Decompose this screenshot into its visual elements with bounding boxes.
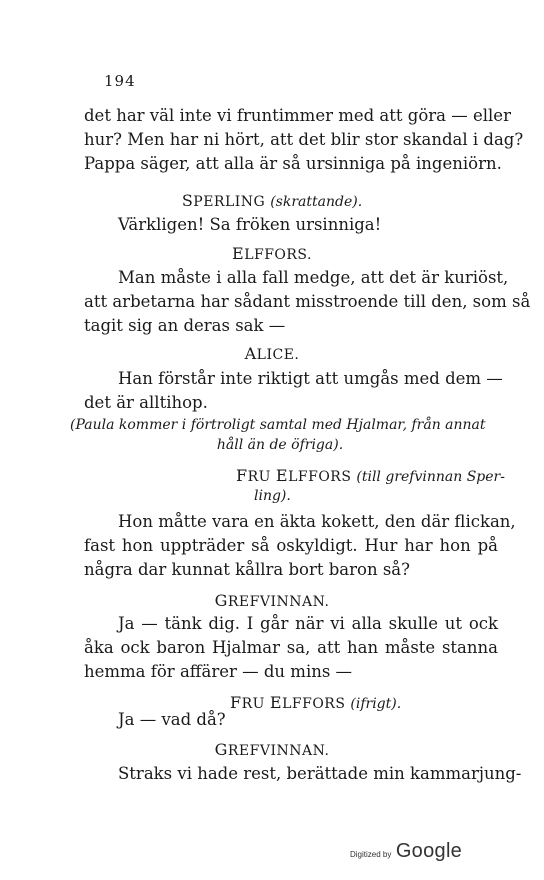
digitized-by-label: Digitized by	[350, 850, 392, 859]
speaker-heading	[0, 191, 544, 212]
speaker-heading	[0, 591, 544, 612]
text-line: att arbetarna har sådant misstroende till den, som så	[84, 292, 531, 311]
text-line: Ja — tänk dig. I går när vi alla skulle ut ock	[118, 614, 498, 633]
speaker-heading-continued	[254, 486, 291, 506]
speaker-heading	[236, 466, 505, 487]
speaker-name: ALICE.	[244, 344, 300, 363]
text-line: åka ock baron Hjalmar sa, att han måste stanna	[84, 638, 498, 657]
text-line: det är alltihop.	[84, 393, 208, 412]
text-line: Man måste i alla fall medge, att det är kuriöst,	[118, 268, 509, 287]
text-line: hemma för affärer — du mins —	[84, 662, 353, 681]
stage-direction: (skrattande).	[270, 194, 363, 210]
google-logo: Google	[395, 840, 463, 862]
text-line: Pappa säger, att alla är så ursinniga på ingeniörn.	[84, 154, 502, 173]
text-line: Hon måtte vara en äkta kokett, den där flickan,	[118, 512, 516, 531]
speaker-name: ELFFORS.	[232, 244, 312, 263]
text-line: fast hon uppträder så oskyldigt. Hur har hon på	[84, 536, 498, 555]
stage-direction: håll än de öfriga).	[216, 437, 344, 453]
page-number: 194	[104, 72, 136, 90]
stage-direction: (till grefvinnan Sper-	[356, 469, 505, 485]
speaker-name: FRU ELFFORS	[230, 693, 346, 712]
stage-direction: (Paula kommer i förtroligt samtal med Hjalmar, från annat	[70, 417, 486, 433]
speaker-name: GREFVINNAN.	[214, 740, 330, 759]
text-line: Straks vi hade rest, berättade min kammarjung-	[118, 764, 522, 783]
speaker-heading	[0, 344, 544, 365]
speaker-name: FRU ELFFORS	[236, 466, 352, 485]
text-line: några dar kunnat kållra bort baron så?	[84, 560, 410, 579]
text-line: det har väl inte vi fruntimmer med att göra — eller	[84, 106, 511, 125]
digitization-watermark	[350, 840, 462, 863]
stage-direction: ling).	[254, 488, 291, 504]
speaker-name: SPERLING	[181, 191, 266, 210]
stage-direction: (ifrigt).	[350, 696, 402, 712]
speaker-heading	[0, 740, 544, 761]
text-line: hur? Men har ni hört, att det blir stor skandal i dag?	[84, 130, 524, 149]
speaker-name: GREFVINNAN.	[214, 591, 330, 610]
text-line: Han förstår inte riktigt att umgås med dem —	[118, 369, 503, 388]
speaker-heading	[0, 244, 544, 265]
text-line: Värkligen! Sa fröken ursinniga!	[118, 215, 382, 234]
text-line: tagit sig an deras sak —	[84, 316, 286, 335]
text-line: Ja — vad då?	[118, 710, 226, 729]
